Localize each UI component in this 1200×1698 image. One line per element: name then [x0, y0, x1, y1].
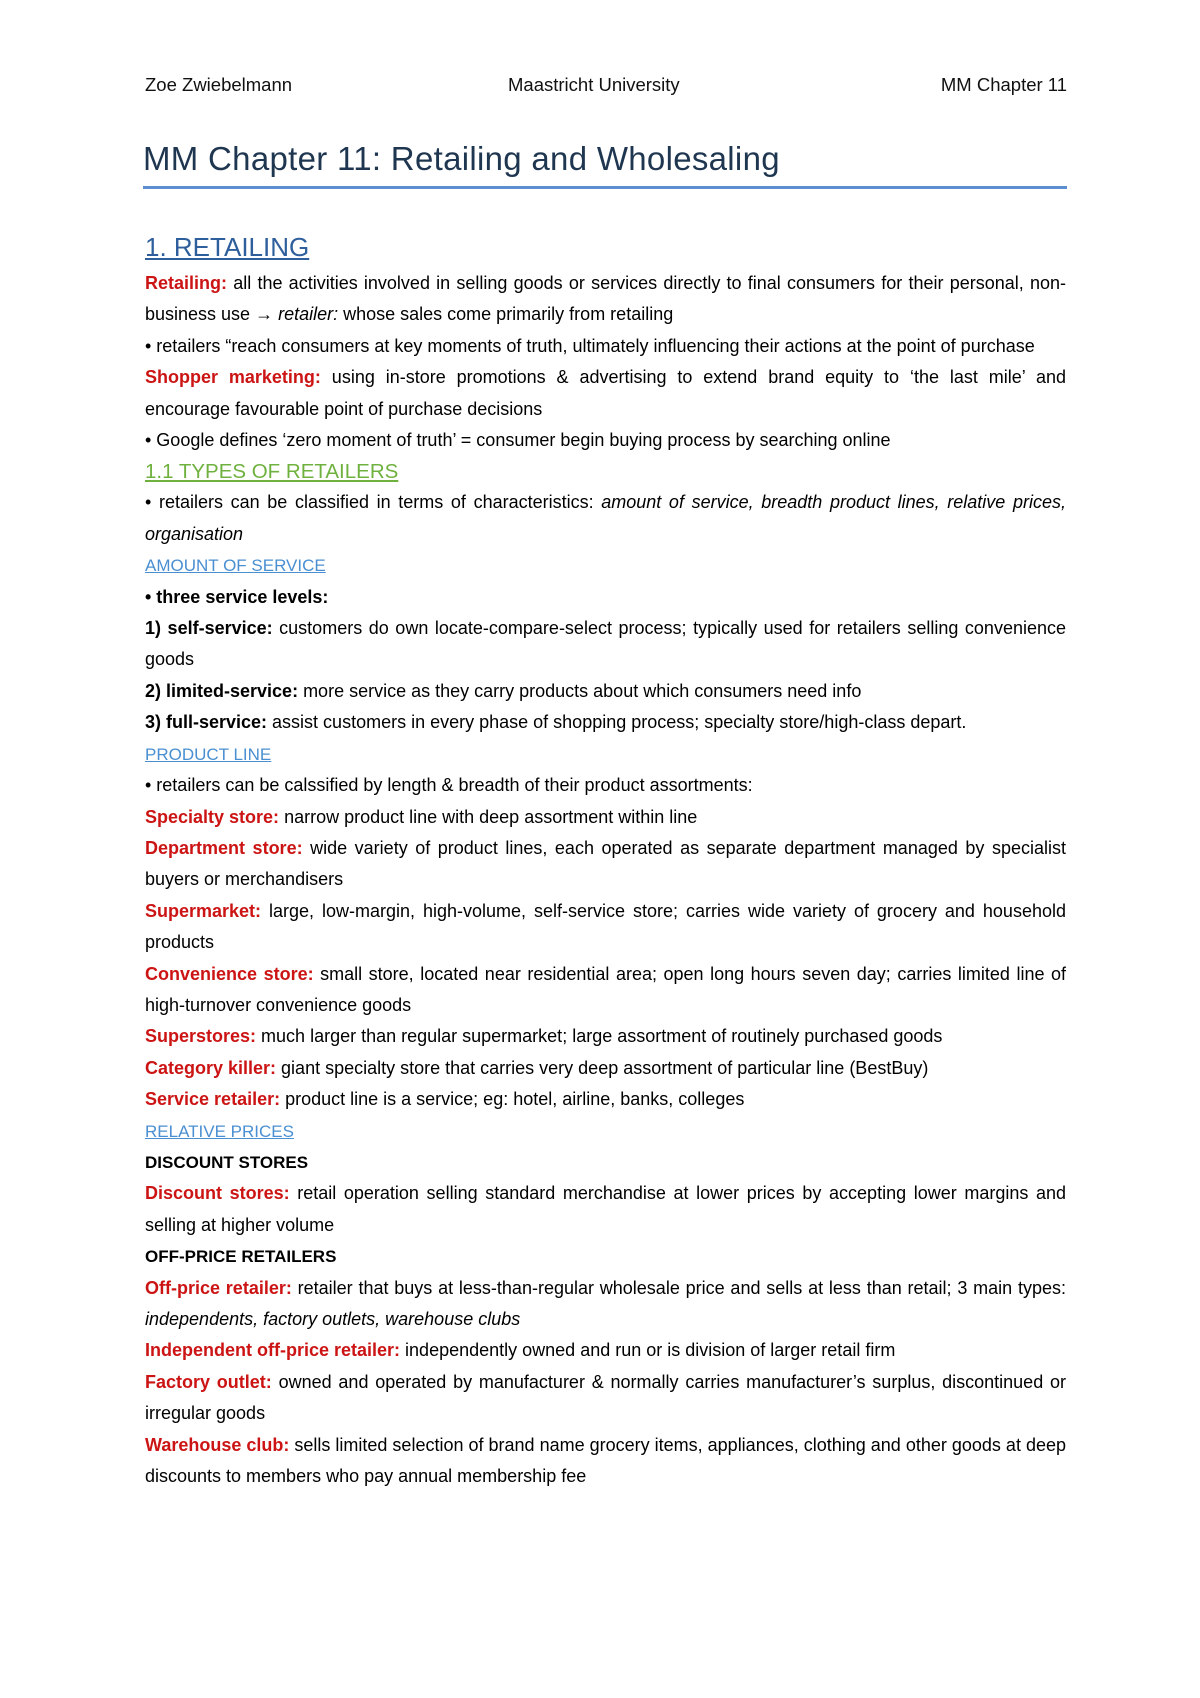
bullet-zero-moment-of-truth: • Google defines ‘zero moment of truth’ = consumer begin buying process by searching online [145, 430, 891, 451]
header-author: Zoe Zwiebelmann [145, 74, 293, 95]
retailer-type-term: Specialty store: [145, 806, 280, 827]
service-level-item [145, 707, 1066, 738]
retailer-type-item [145, 802, 1066, 833]
heading-discount-stores: DISCOUNT STORES [145, 1152, 309, 1172]
service-level-item [145, 676, 1066, 707]
retailer-type-term: Category killer: [145, 1057, 277, 1078]
service-level-term: 3) full-service: [145, 712, 268, 733]
heading-off-price-retailers: OFF-PRICE RETAILERS [145, 1247, 337, 1267]
service-level-term: 1) self-service: [145, 618, 273, 639]
subheading-amount-of-service: AMOUNT OF SERVICE [145, 556, 326, 576]
subheading-product-line: PRODUCT LINE [145, 744, 272, 764]
service-level-term: 2) limited-service: [145, 680, 299, 701]
header-university: Maastricht University [508, 74, 680, 95]
term-retailer: retailer: [278, 304, 339, 325]
header-chapter: MM Chapter 11 [940, 74, 1067, 95]
off-price-retailer-definition [145, 1273, 1066, 1336]
service-level-desc: customers do own locate-compare-select process; typically used for retailers selling convenience goods [145, 618, 1066, 670]
retailing-definition-text: all the activities involved in selling goods or services directly to final consumers for their personal, non-business use → [145, 273, 1066, 325]
independent-off-price-definition [145, 1335, 1066, 1366]
retailer-type-term: Department store: [145, 837, 303, 858]
retailer-type-item [145, 1053, 1066, 1084]
retailer-type-item [145, 1084, 1066, 1115]
term-retailing: Retailing: [145, 273, 228, 293]
shopper-marketing-text: using in-store promotions & advertising to extend brand equity to ‘the last mile’ and encourage favourable point of purchase decisions [145, 367, 1066, 419]
term-warehouse-club: Warehouse club: [145, 1434, 290, 1455]
term-discount-stores: Discount stores: [145, 1183, 290, 1204]
retailer-type-term: Convenience store: [145, 963, 314, 984]
term-independent-off-price: Independent off-price retailer: [145, 1340, 401, 1361]
retailer-definition-text: whose sales come primarily from retailing [338, 304, 674, 325]
retailer-type-item [145, 833, 1066, 896]
subheading-relative-prices: RELATIVE PRICES [145, 1121, 294, 1141]
retailer-type-item [145, 959, 1066, 1022]
bullet-classified-characteristics: amount of service, breadth product lines, relative prices, organisation [145, 492, 1066, 544]
service-level-desc: assist customers in every phase of shopping process; specialty store/high-class depart. [267, 712, 967, 733]
section-heading-retailing: 1. RETAILING [145, 232, 310, 262]
retailer-type-item [145, 1021, 1066, 1052]
term-shopper-marketing: Shopper marketing: [145, 367, 321, 388]
document-title: MM Chapter 11: Retailing and Wholesaling [143, 140, 780, 177]
service-level-item [145, 613, 1066, 676]
retailing-definition [145, 268, 1066, 331]
term-factory-outlet: Factory outlet: [145, 1371, 272, 1392]
service-level-desc: more service as they carry products about which consumers need info [298, 680, 862, 701]
title-underline-rule [143, 186, 1067, 189]
retailer-type-desc: large, low-margin, high-volume, self-service store; carries wide variety of grocery and household products [145, 900, 1066, 953]
warehouse-club-text: sells limited selection of brand name grocery items, appliances, clothing and other goods at deep discounts to members who pay annual membership fee [145, 1434, 1066, 1487]
retailer-type-desc: narrow product line with deep assortment within line [279, 806, 698, 827]
factory-outlet-definition [145, 1367, 1066, 1430]
warehouse-club-definition [145, 1430, 1066, 1493]
retailer-type-desc: product line is a service; eg: hotel, airline, banks, colleges [280, 1089, 745, 1110]
retailer-type-term: Supermarket: [145, 900, 262, 921]
discount-stores-definition [145, 1178, 1066, 1241]
retailer-type-term: Service retailer: [145, 1089, 281, 1110]
document-body [145, 230, 1066, 1492]
retailer-type-desc: much larger than regular supermarket; large assortment of routinely purchased goods [256, 1026, 943, 1047]
bullet-classified [145, 487, 1066, 550]
retailer-type-item [145, 896, 1066, 959]
bullet-moments-of-truth: • retailers “reach consumers at key moments of truth, ultimately influencing their actions at the point of purchase [145, 335, 1035, 356]
bullet-classified-text: • retailers can be classified in terms of characteristics: [145, 492, 602, 513]
bullet-service-levels: • three service levels: [145, 586, 329, 607]
bullet-product-assortments: • retailers can be calssified by length & breadth of their product assortments: [145, 775, 753, 796]
retailer-type-term: Superstores: [145, 1026, 257, 1047]
retailer-type-desc: wide variety of product lines, each operated as separate department managed by specialist buyers or merchandisers [145, 837, 1066, 890]
discount-stores-text: retail operation selling standard merchandise at lower prices by accepting lower margins and selling at higher volume [145, 1183, 1066, 1235]
off-price-retailer-text: retailer that buys at less-than-regular wholesale price and sells at less than retail; 3 main types: [291, 1277, 1066, 1298]
factory-outlet-text: owned and operated by manufacturer & normally carries manufacturer’s surplus, discontinued or irregular goods [145, 1371, 1066, 1424]
term-off-price-retailer: Off-price retailer: [145, 1277, 292, 1298]
shopper-marketing-definition [145, 362, 1066, 425]
retailer-type-desc: giant specialty store that carries very deep assortment of particular line (BestBuy) [276, 1057, 929, 1078]
off-price-retailer-types: independents, factory outlets, warehouse clubs [145, 1309, 521, 1329]
section-heading-types-of-retailers: 1.1 TYPES OF RETAILERS [145, 460, 399, 484]
independent-off-price-text: independently owned and run or is division of larger retail firm [400, 1340, 896, 1361]
retailer-type-desc: small store, located near residential area; open long hours seven day; carries limited line of high-turnover convenience goods [145, 963, 1067, 1015]
